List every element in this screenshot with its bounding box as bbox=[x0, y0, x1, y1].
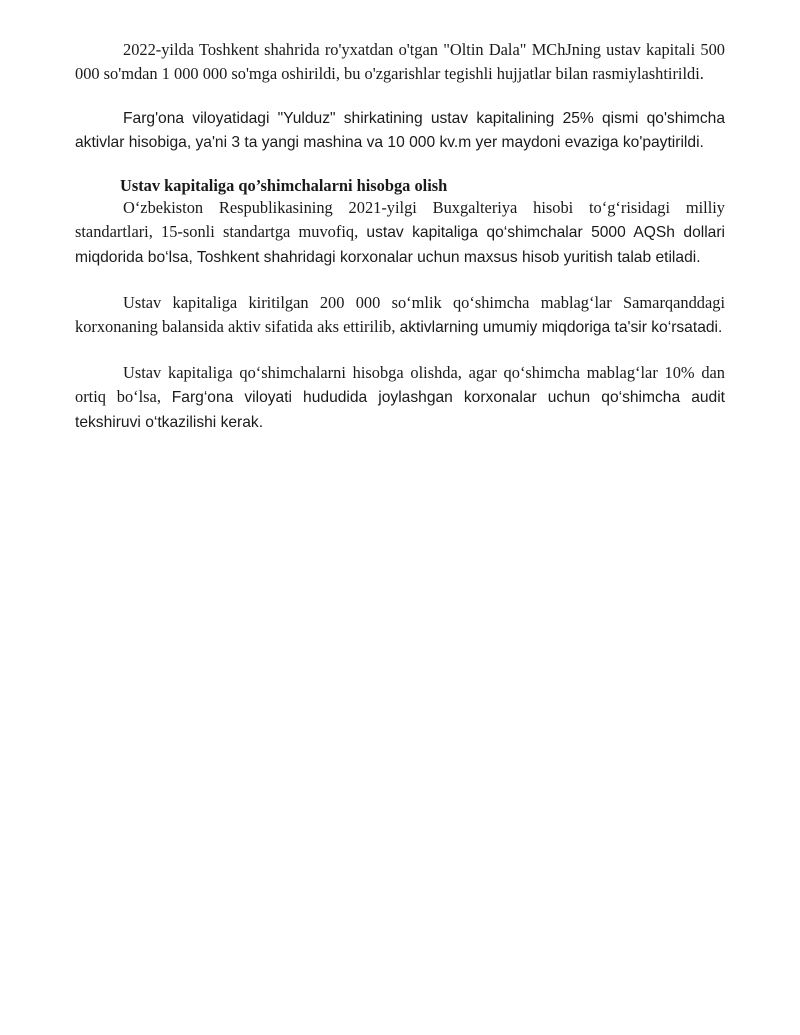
paragraph-yulduz bbox=[75, 107, 725, 155]
paragraph-audit bbox=[75, 361, 725, 435]
paragraph-text-sans: ustav kapitaliga qo‘shimchalar 5000 AQSh dollari miqdorida bo‘lsa, Toshkent shahridagi korxonalar uchun maxsus hisob yuritish talab etiladi. bbox=[75, 224, 726, 266]
paragraph-oltin-dala bbox=[75, 38, 725, 86]
paragraph-text-serif: Ustav kapitaliga kiritilgan 200 000 so‘mlik qo‘shimcha mablag‘lar Samarqanddagi korxonaning balansida aktiv sifatida aks ettirilib, bbox=[75, 293, 725, 336]
paragraph-standard bbox=[75, 196, 725, 270]
paragraph-text: 2022-yilda Toshkent shahrida ro'yxatdan o'tgan "Oltin Dala" MChJning ustav kapitali 500 000 so'mdan 1 000 000 so'mga oshirildi, bu o'zgarishlar tegishli hujjatlar bilan rasmiylashtirildi. bbox=[75, 40, 725, 83]
paragraph-text-serif: Ustav kapitaliga qo‘shimchalarni hisobga olishda, agar qo‘shimcha mablag‘lar 10% dan ortiq bo‘lsa, bbox=[75, 363, 725, 406]
section-heading: Ustav kapitaliga qo’shimchalarni hisobga olish bbox=[120, 176, 448, 195]
paragraph-text-sans: aktivlarning umumiy miqdoriga ta'sir ko‘rsatadi. bbox=[399, 319, 723, 336]
paragraph-text-sans: Farg‘ona viloyati hududida joylashgan korxonalar uchun qo‘shimcha audit tekshiruvi o‘tkazilishi kerak. bbox=[75, 389, 726, 431]
paragraph-text-serif: O‘zbekiston Respublikasining 2021-yilgi Buxgalteriya hisobi to‘g‘risidagi milliy standartlari, 15-sonli standartga muvofiq, bbox=[75, 198, 725, 241]
paragraph-text: Farg'ona viloyatidagi "Yulduz" shirkatining ustav kapitalining 25% qismi qo'shimcha aktivlar hisobiga, ya'ni 3 ta yangi mashina va 10 000 kv.m yer maydoni evaziga ko'paytirildi. bbox=[75, 110, 725, 151]
document-page bbox=[75, 38, 725, 456]
paragraph-samarqand bbox=[75, 291, 725, 340]
